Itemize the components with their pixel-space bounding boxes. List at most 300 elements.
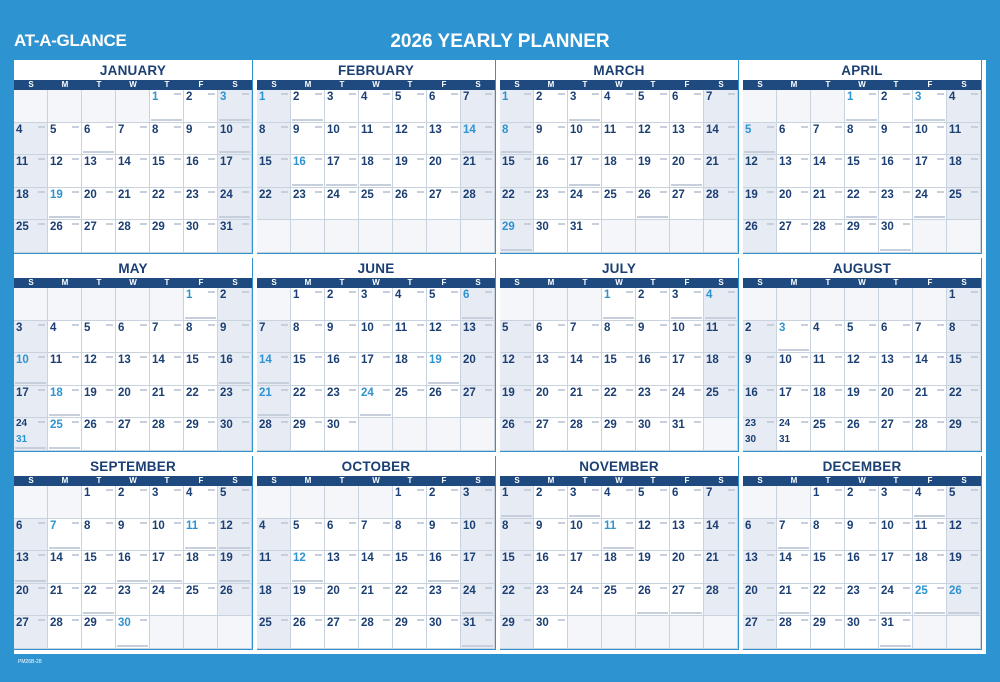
day-cell[interactable] [913,519,947,552]
day-cell[interactable] [14,418,48,451]
day-cell[interactable] [636,551,670,584]
day-cell[interactable] [82,519,116,552]
day-cell[interactable] [845,519,879,552]
day-cell[interactable] [845,353,879,386]
day-cell[interactable] [359,321,393,354]
day-cell[interactable] [913,584,947,617]
day-cell[interactable] [393,519,427,552]
day-cell[interactable] [116,123,150,156]
day-cell[interactable] [777,123,811,156]
day-cell[interactable] [913,551,947,584]
day-cell[interactable] [184,584,218,617]
day-cell[interactable] [427,188,461,221]
day-cell[interactable] [602,288,636,321]
day-cell[interactable] [48,188,82,221]
day-cell[interactable] [257,123,291,156]
day-cell[interactable] [947,418,981,451]
day-cell[interactable] [116,155,150,188]
day-cell[interactable] [568,486,602,519]
day-cell[interactable] [879,486,913,519]
day-cell[interactable] [218,155,252,188]
day-cell[interactable] [670,386,704,419]
day-cell[interactable] [602,155,636,188]
day-cell[interactable] [427,288,461,321]
day-cell[interactable] [947,123,981,156]
day-cell[interactable] [879,90,913,123]
day-cell[interactable] [184,123,218,156]
day-cell[interactable] [704,584,738,617]
day-cell[interactable] [116,353,150,386]
day-cell[interactable] [257,519,291,552]
day-cell[interactable] [461,584,495,617]
day-cell[interactable] [704,519,738,552]
day-cell[interactable] [150,386,184,419]
day-cell[interactable] [116,486,150,519]
day-cell[interactable] [257,155,291,188]
day-cell[interactable] [913,353,947,386]
day-cell[interactable] [704,90,738,123]
day-cell[interactable] [845,418,879,451]
day-cell[interactable] [636,353,670,386]
day-cell[interactable] [257,418,291,451]
day-cell[interactable] [48,155,82,188]
day-cell[interactable] [743,188,777,221]
day-cell[interactable] [461,288,495,321]
day-cell[interactable] [325,288,359,321]
day-cell[interactable] [670,123,704,156]
day-cell[interactable] [218,90,252,123]
day-cell[interactable] [393,551,427,584]
day-cell[interactable] [913,321,947,354]
day-cell[interactable] [845,486,879,519]
day-cell[interactable] [257,353,291,386]
day-cell[interactable] [500,155,534,188]
day-cell[interactable] [500,551,534,584]
day-cell[interactable] [811,386,845,419]
day-cell[interactable] [913,386,947,419]
day-cell[interactable] [670,486,704,519]
day-cell[interactable] [461,386,495,419]
day-cell[interactable] [82,551,116,584]
day-cell[interactable] [777,584,811,617]
day-cell[interactable] [427,90,461,123]
day-cell[interactable] [743,551,777,584]
day-cell[interactable] [325,616,359,649]
day-cell[interactable] [257,551,291,584]
day-cell[interactable] [461,519,495,552]
day-cell[interactable] [602,353,636,386]
day-cell[interactable] [184,386,218,419]
day-cell[interactable] [568,188,602,221]
day-cell[interactable] [636,90,670,123]
day-cell[interactable] [184,353,218,386]
day-cell[interactable] [879,551,913,584]
day-cell[interactable] [48,353,82,386]
day-cell[interactable] [14,551,48,584]
day-cell[interactable] [704,155,738,188]
day-cell[interactable] [670,519,704,552]
day-cell[interactable] [636,486,670,519]
day-cell[interactable] [150,551,184,584]
day-cell[interactable] [811,519,845,552]
day-cell[interactable] [636,519,670,552]
day-cell[interactable] [947,90,981,123]
day-cell[interactable] [947,353,981,386]
day-cell[interactable] [534,418,568,451]
day-cell[interactable] [291,519,325,552]
day-cell[interactable] [845,616,879,649]
day-cell[interactable] [48,123,82,156]
day-cell[interactable] [291,418,325,451]
day-cell[interactable] [879,155,913,188]
day-cell[interactable] [291,321,325,354]
day-cell[interactable] [845,220,879,253]
day-cell[interactable] [636,155,670,188]
day-cell[interactable] [48,584,82,617]
day-cell[interactable] [393,123,427,156]
day-cell[interactable] [291,188,325,221]
day-cell[interactable] [913,486,947,519]
day-cell[interactable] [534,220,568,253]
day-cell[interactable] [116,519,150,552]
day-cell[interactable] [150,188,184,221]
day-cell[interactable] [325,418,359,451]
day-cell[interactable] [777,551,811,584]
day-cell[interactable] [743,386,777,419]
day-cell[interactable] [636,386,670,419]
day-cell[interactable] [879,616,913,649]
day-cell[interactable] [14,220,48,253]
day-cell[interactable] [48,616,82,649]
day-cell[interactable] [500,188,534,221]
day-cell[interactable] [461,616,495,649]
day-cell[interactable] [48,519,82,552]
day-cell[interactable] [811,353,845,386]
day-cell[interactable] [291,386,325,419]
day-cell[interactable] [845,188,879,221]
day-cell[interactable] [534,616,568,649]
day-cell[interactable] [636,288,670,321]
day-cell[interactable] [218,321,252,354]
day-cell[interactable] [568,584,602,617]
day-cell[interactable] [670,90,704,123]
day-cell[interactable] [427,123,461,156]
day-cell[interactable] [257,616,291,649]
day-cell[interactable] [150,90,184,123]
day-cell[interactable] [116,188,150,221]
day-cell[interactable] [913,90,947,123]
day-cell[interactable] [743,353,777,386]
day-cell[interactable] [427,551,461,584]
day-cell[interactable] [743,616,777,649]
day-cell[interactable] [845,123,879,156]
day-cell[interactable] [427,616,461,649]
day-cell[interactable] [150,519,184,552]
day-cell[interactable] [602,418,636,451]
day-cell[interactable] [218,288,252,321]
day-cell[interactable] [602,188,636,221]
day-cell[interactable] [48,220,82,253]
day-cell[interactable] [777,353,811,386]
day-cell[interactable] [82,386,116,419]
day-cell[interactable] [811,616,845,649]
day-cell[interactable] [913,123,947,156]
day-cell[interactable] [14,519,48,552]
day-cell[interactable] [14,584,48,617]
day-cell[interactable] [670,321,704,354]
day-cell[interactable] [393,486,427,519]
day-cell[interactable] [845,551,879,584]
day-cell[interactable] [359,386,393,419]
day-cell[interactable] [291,123,325,156]
day-cell[interactable] [461,90,495,123]
day-cell[interactable] [82,616,116,649]
day-cell[interactable] [359,519,393,552]
day-cell[interactable] [811,123,845,156]
day-cell[interactable] [82,188,116,221]
day-cell[interactable] [325,551,359,584]
day-cell[interactable] [461,123,495,156]
day-cell[interactable] [913,155,947,188]
day-cell[interactable] [568,353,602,386]
day-cell[interactable] [325,584,359,617]
day-cell[interactable] [879,123,913,156]
day-cell[interactable] [116,321,150,354]
day-cell[interactable] [218,486,252,519]
day-cell[interactable] [359,551,393,584]
day-cell[interactable] [568,519,602,552]
day-cell[interactable] [257,188,291,221]
day-cell[interactable] [670,288,704,321]
day-cell[interactable] [184,551,218,584]
day-cell[interactable] [393,155,427,188]
day-cell[interactable] [777,155,811,188]
day-cell[interactable] [291,90,325,123]
day-cell[interactable] [602,321,636,354]
day-cell[interactable] [704,486,738,519]
day-cell[interactable] [461,188,495,221]
day-cell[interactable] [48,386,82,419]
day-cell[interactable] [218,584,252,617]
day-cell[interactable] [777,616,811,649]
day-cell[interactable] [184,519,218,552]
day-cell[interactable] [534,155,568,188]
day-cell[interactable] [325,188,359,221]
day-cell[interactable] [359,616,393,649]
day-cell[interactable] [82,418,116,451]
day-cell[interactable] [150,220,184,253]
day-cell[interactable] [184,486,218,519]
day-cell[interactable] [359,584,393,617]
day-cell[interactable] [947,155,981,188]
day-cell[interactable] [150,321,184,354]
day-cell[interactable] [359,123,393,156]
day-cell[interactable] [218,123,252,156]
day-cell[interactable] [568,123,602,156]
day-cell[interactable] [568,386,602,419]
day-cell[interactable] [116,616,150,649]
day-cell[interactable] [743,155,777,188]
day-cell[interactable] [48,551,82,584]
day-cell[interactable] [704,123,738,156]
day-cell[interactable] [670,418,704,451]
day-cell[interactable] [602,519,636,552]
day-cell[interactable] [777,519,811,552]
day-cell[interactable] [811,321,845,354]
day-cell[interactable] [879,519,913,552]
day-cell[interactable] [48,321,82,354]
day-cell[interactable] [116,386,150,419]
day-cell[interactable] [743,418,777,451]
day-cell[interactable] [704,353,738,386]
day-cell[interactable] [325,90,359,123]
day-cell[interactable] [845,386,879,419]
day-cell[interactable] [427,486,461,519]
day-cell[interactable] [811,486,845,519]
day-cell[interactable] [602,486,636,519]
day-cell[interactable] [393,353,427,386]
day-cell[interactable] [150,155,184,188]
day-cell[interactable] [461,321,495,354]
day-cell[interactable] [14,155,48,188]
day-cell[interactable] [743,321,777,354]
day-cell[interactable] [568,90,602,123]
day-cell[interactable] [534,90,568,123]
day-cell[interactable] [218,551,252,584]
day-cell[interactable] [325,519,359,552]
day-cell[interactable] [82,220,116,253]
day-cell[interactable] [427,321,461,354]
day-cell[interactable] [534,486,568,519]
day-cell[interactable] [150,353,184,386]
day-cell[interactable] [947,551,981,584]
day-cell[interactable] [602,123,636,156]
day-cell[interactable] [500,321,534,354]
day-cell[interactable] [461,353,495,386]
day-cell[interactable] [602,386,636,419]
day-cell[interactable] [534,584,568,617]
day-cell[interactable] [116,551,150,584]
day-cell[interactable] [879,353,913,386]
day-cell[interactable] [811,418,845,451]
day-cell[interactable] [184,288,218,321]
day-cell[interactable] [14,123,48,156]
day-cell[interactable] [14,353,48,386]
day-cell[interactable] [811,188,845,221]
day-cell[interactable] [500,220,534,253]
day-cell[interactable] [461,486,495,519]
day-cell[interactable] [636,321,670,354]
day-cell[interactable] [500,123,534,156]
day-cell[interactable] [82,321,116,354]
day-cell[interactable] [393,321,427,354]
day-cell[interactable] [879,386,913,419]
day-cell[interactable] [777,321,811,354]
day-cell[interactable] [150,584,184,617]
day-cell[interactable] [704,386,738,419]
day-cell[interactable] [116,584,150,617]
day-cell[interactable] [82,155,116,188]
day-cell[interactable] [461,551,495,584]
day-cell[interactable] [393,188,427,221]
day-cell[interactable] [845,90,879,123]
day-cell[interactable] [534,321,568,354]
day-cell[interactable] [116,220,150,253]
day-cell[interactable] [393,288,427,321]
day-cell[interactable] [636,188,670,221]
day-cell[interactable] [427,519,461,552]
day-cell[interactable] [670,353,704,386]
day-cell[interactable] [879,584,913,617]
day-cell[interactable] [879,188,913,221]
day-cell[interactable] [879,418,913,451]
day-cell[interactable] [811,220,845,253]
day-cell[interactable] [48,418,82,451]
day-cell[interactable] [568,220,602,253]
day-cell[interactable] [500,418,534,451]
day-cell[interactable] [14,616,48,649]
day-cell[interactable] [393,616,427,649]
day-cell[interactable] [811,155,845,188]
day-cell[interactable] [325,155,359,188]
day-cell[interactable] [743,220,777,253]
day-cell[interactable] [184,188,218,221]
day-cell[interactable] [636,418,670,451]
day-cell[interactable] [291,551,325,584]
day-cell[interactable] [568,551,602,584]
day-cell[interactable] [184,90,218,123]
day-cell[interactable] [534,188,568,221]
day-cell[interactable] [879,220,913,253]
day-cell[interactable] [947,519,981,552]
day-cell[interactable] [568,321,602,354]
day-cell[interactable] [845,584,879,617]
day-cell[interactable] [947,188,981,221]
day-cell[interactable] [947,288,981,321]
day-cell[interactable] [568,418,602,451]
day-cell[interactable] [704,551,738,584]
day-cell[interactable] [461,155,495,188]
day-cell[interactable] [704,288,738,321]
day-cell[interactable] [947,486,981,519]
day-cell[interactable] [947,321,981,354]
day-cell[interactable] [704,188,738,221]
day-cell[interactable] [743,123,777,156]
day-cell[interactable] [218,418,252,451]
day-cell[interactable] [150,418,184,451]
day-cell[interactable] [325,386,359,419]
day-cell[interactable] [291,288,325,321]
day-cell[interactable] [184,418,218,451]
day-cell[interactable] [359,288,393,321]
day-cell[interactable] [82,584,116,617]
day-cell[interactable] [704,321,738,354]
day-cell[interactable] [811,584,845,617]
day-cell[interactable] [359,90,393,123]
day-cell[interactable] [291,616,325,649]
day-cell[interactable] [150,123,184,156]
day-cell[interactable] [534,551,568,584]
day-cell[interactable] [325,321,359,354]
day-cell[interactable] [291,155,325,188]
day-cell[interactable] [845,321,879,354]
day-cell[interactable] [534,353,568,386]
day-cell[interactable] [947,386,981,419]
day-cell[interactable] [257,90,291,123]
day-cell[interactable] [602,584,636,617]
day-cell[interactable] [359,353,393,386]
day-cell[interactable] [359,188,393,221]
